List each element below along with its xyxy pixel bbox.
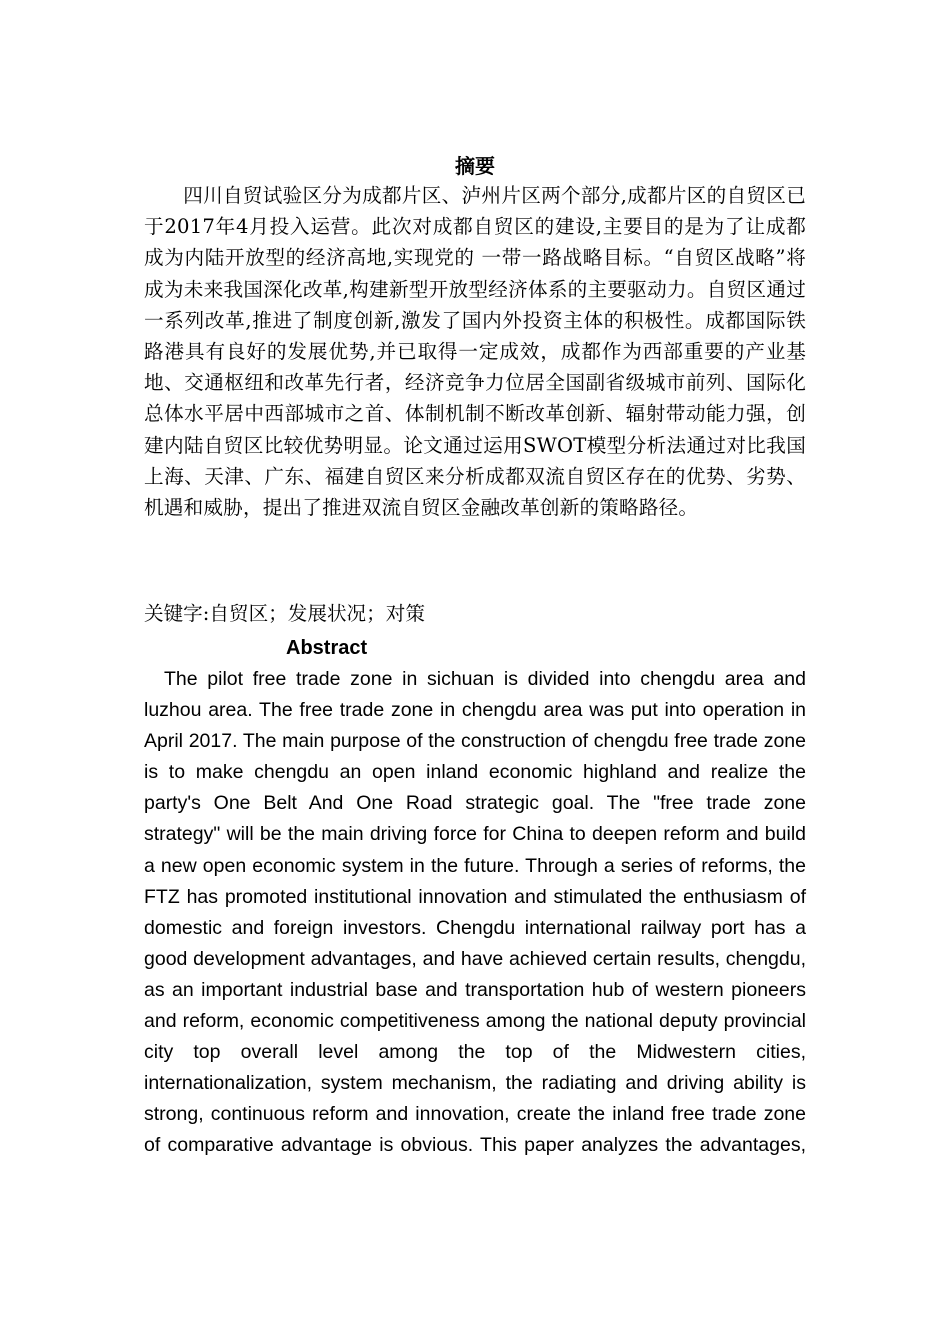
english-abstract-body: The pilot free trade zone in sichuan is divided into chengdu area and luzhou area. The free trade zone in chengdu area was put into operation in April 2017. The main purpose of the construction of chengdu free trade zone is to make chengdu an open inland economic highland and realize the party's One Belt And One Road strategic goal. The "free trade zone strategy" will be the main driving force for China to deepen reform and build a new open economic system in the future. Through a series of reforms, the FTZ has promoted institutional innovation and stimulated the enthusiasm of domestic and foreign investors. Chengdu international railway port has a good development advantages, and have achieved certain results, chengdu, as an important industrial base and transportation hub of western pioneers and reform, economic competitiveness among the national deputy provincial city top overall level among the top of the Midwestern cities, internationalization, system mechanism, the radiating and driving ability is strong, continuous reform and innovation, create the inland free trade zone of comparative advantage is obvious. This paper analyzes the advantages, <box>144 668 806 1157</box>
english-abstract-title: Abstract <box>286 637 368 659</box>
chinese-abstract-body: 四川自贸试验区分为成都片区、泸州片区两个部分,成都片区的自贸区已于2017年4月投入运营。此次对成都自贸区的建设,主要目的是为了让成都成为内陆开放型的经济高地,实现党的 一带一路战略目标。“自贸区战略”将成为未来我国深化改革,构建新型开放型经济体系的主要驱动力。自贸区通过一系列改革,推进了制度创新,激发了国内外投资主体的积极性。成都国际铁路港具有良好的发展优势,并已取得一定成效，成都作为西部重要的产业基地、交通枢纽和改革先行者，经济竞争力位居全国副省级城市前列、国际化总体水平居中西部城市之首、体制机制不断改革创新、辐射带动能力强，创建内陆自贸区比较优势明显。论文通过运用SWOT模型分析法通过对比我国上海、天津、广东、福建自贸区来分析成都双流自贸区存在的优势、劣势、机遇和威胁，提出了推进双流自贸区金融改革创新的策略路径。 <box>144 184 806 520</box>
chinese-keywords: 关键字:自贸区；发展状况；对策 <box>144 602 425 625</box>
chinese-abstract-title: 摘要 <box>455 154 495 178</box>
